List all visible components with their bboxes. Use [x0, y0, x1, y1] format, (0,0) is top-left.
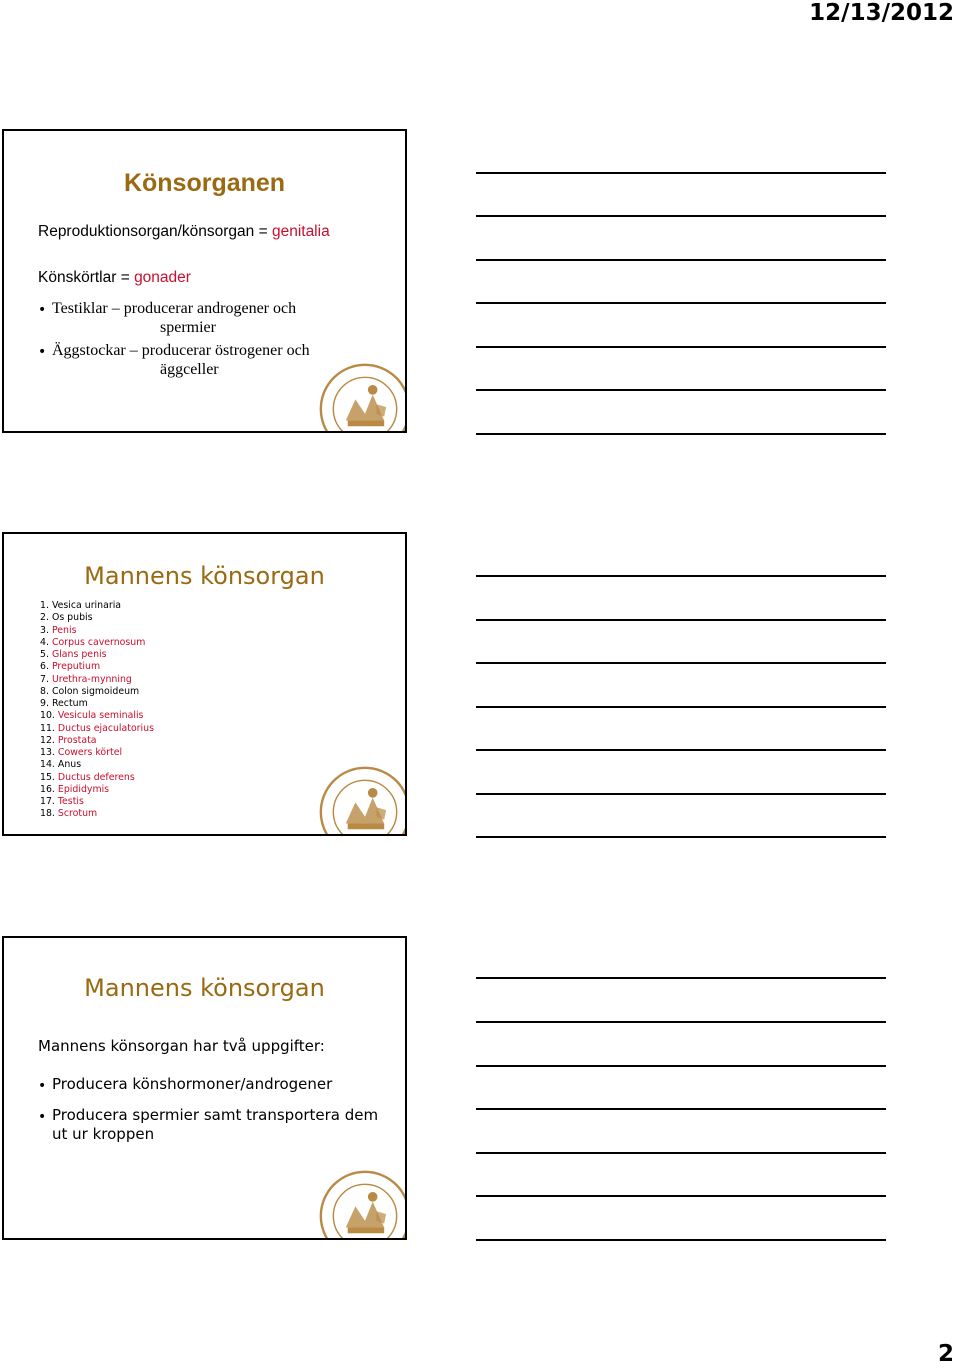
bullet-konshormoner: Producera könshormoner/androgener	[52, 1075, 333, 1093]
note-line	[476, 662, 886, 664]
anatomy-list-item	[40, 698, 154, 710]
note-line	[476, 1065, 886, 1067]
anatomy-item-number: 17.	[40, 796, 55, 807]
note-line	[476, 793, 886, 795]
note-line	[476, 749, 886, 751]
slide-title: Mannens könsorgan	[84, 974, 325, 1002]
slide-konsorganen	[2, 129, 407, 433]
anatomy-item-number: 16.	[40, 783, 55, 795]
lund-university-seal-icon	[317, 1168, 407, 1240]
anatomy-list-item	[40, 600, 154, 612]
anatomy-item-text: Vesica urinaria	[51, 600, 122, 611]
anatomy-list-item	[40, 735, 154, 747]
bullet-dot-icon: •	[38, 344, 47, 360]
note-line	[476, 977, 886, 979]
anatomy-list-item	[40, 649, 154, 661]
anatomy-item-number: 18.	[40, 808, 55, 820]
note-line	[476, 1239, 886, 1241]
page-number: 2	[937, 1341, 954, 1367]
bullet-dot-icon: •	[38, 302, 47, 318]
anatomy-item-text: Prostata	[57, 734, 97, 746]
anatomy-list-item	[40, 637, 154, 649]
anatomy-item-number: 11.	[40, 722, 55, 734]
note-line	[476, 1021, 886, 1023]
anatomy-item-text: Corpus cavernosum	[51, 636, 146, 648]
note-line	[476, 302, 886, 304]
anatomy-list-item	[40, 625, 154, 637]
anatomy-item-text: Colon sigmoideum	[51, 685, 140, 697]
genitalia-term: genitalia	[271, 223, 330, 240]
anatomy-item-number: 2.	[40, 612, 49, 624]
note-line	[476, 575, 886, 577]
anatomy-item-number: 14.	[40, 759, 55, 771]
gonader-term: gonader	[134, 269, 191, 286]
note-line	[476, 836, 886, 838]
anatomy-item-number: 3.	[40, 624, 49, 636]
note-line	[476, 1108, 886, 1110]
note-line	[476, 215, 886, 217]
anatomy-list-item	[40, 747, 154, 759]
anatomy-list	[40, 600, 154, 821]
bullet-spermier-line2: ut ur kroppen	[52, 1125, 155, 1143]
note-line	[476, 1195, 886, 1197]
anatomy-item-number: 10.	[40, 710, 55, 722]
lund-university-seal-icon	[317, 764, 407, 836]
anatomy-list-item	[40, 759, 154, 771]
anatomy-list-item	[40, 796, 154, 808]
anatomy-item-number: 9.	[40, 698, 49, 709]
anatomy-list-item	[40, 710, 154, 722]
bullet-aggstockar-line2: äggceller	[160, 361, 219, 378]
note-line	[476, 433, 886, 435]
anatomy-item-text: Vesicula seminalis	[57, 710, 144, 722]
gonader-line	[38, 268, 191, 287]
note-line	[476, 619, 886, 621]
anatomy-item-number: 1.	[40, 600, 49, 611]
anatomy-item-text: Cowers körtel	[57, 747, 123, 758]
note-line	[476, 172, 886, 174]
anatomy-item-number: 13.	[40, 747, 55, 758]
genitalia-prefix: Reproduktionsorgan/könsorgan =	[38, 223, 272, 240]
anatomy-item-text: Testis	[57, 796, 84, 807]
anatomy-item-number: 6.	[40, 661, 49, 673]
anatomy-item-text: Ductus ejaculatorius	[57, 722, 154, 734]
anatomy-item-text: Urethra-mynning	[51, 673, 132, 685]
note-line	[476, 1152, 886, 1154]
anatomy-item-text: Preputium	[51, 661, 101, 673]
bullet-dot-icon: •	[38, 1078, 47, 1094]
anatomy-item-text: Scrotum	[57, 808, 98, 820]
print-date: 12/13/2012	[809, 0, 954, 26]
anatomy-item-text: Anus	[57, 759, 82, 771]
anatomy-list-item	[40, 808, 154, 820]
anatomy-item-number: 5.	[40, 649, 49, 660]
slide-title: Könsorganen	[123, 169, 286, 197]
note-line	[476, 389, 886, 391]
anatomy-item-number: 4.	[40, 636, 49, 648]
bullet-spermier-line1: Producera spermier samt transportera dem	[52, 1106, 379, 1124]
intro-line: Mannens könsorgan har två uppgifter:	[38, 1037, 325, 1055]
slide-mannens-konsorgan-list	[2, 532, 407, 836]
genitalia-line	[38, 222, 330, 241]
note-line	[476, 346, 886, 348]
bullet-testiklar-line2: spermier	[160, 319, 216, 336]
slide-title: Mannens könsorgan	[84, 562, 325, 590]
note-line	[476, 706, 886, 708]
anatomy-list-item	[40, 674, 154, 686]
bullet-testiklar-line1: Testiklar – producerar androgener och	[52, 300, 297, 317]
anatomy-item-text: Epididymis	[57, 783, 110, 795]
anatomy-item-number: 15.	[40, 771, 55, 783]
slide-mannens-konsorgan-uppgifter	[2, 936, 407, 1240]
anatomy-item-text: Ductus deferens	[57, 771, 135, 783]
bullet-aggstockar-line1: Äggstockar – producerar östrogener och	[52, 342, 310, 359]
anatomy-item-number: 8.	[40, 685, 49, 697]
anatomy-item-number: 7.	[40, 673, 49, 685]
anatomy-list-item	[40, 612, 154, 624]
bullet-dot-icon: •	[38, 1109, 47, 1125]
anatomy-item-text: Os pubis	[51, 612, 93, 624]
anatomy-item-text: Rectum	[51, 698, 88, 709]
anatomy-list-item	[40, 772, 154, 784]
anatomy-list-item	[40, 686, 154, 698]
anatomy-list-item	[40, 784, 154, 796]
lund-university-seal-icon	[317, 361, 407, 433]
gonader-prefix: Könskörtlar =	[38, 269, 135, 286]
anatomy-item-text: Penis	[51, 624, 77, 636]
anatomy-item-text: Glans penis	[51, 649, 107, 660]
anatomy-list-item	[40, 661, 154, 673]
anatomy-item-number: 12.	[40, 734, 55, 746]
anatomy-list-item	[40, 723, 154, 735]
note-line	[476, 259, 886, 261]
